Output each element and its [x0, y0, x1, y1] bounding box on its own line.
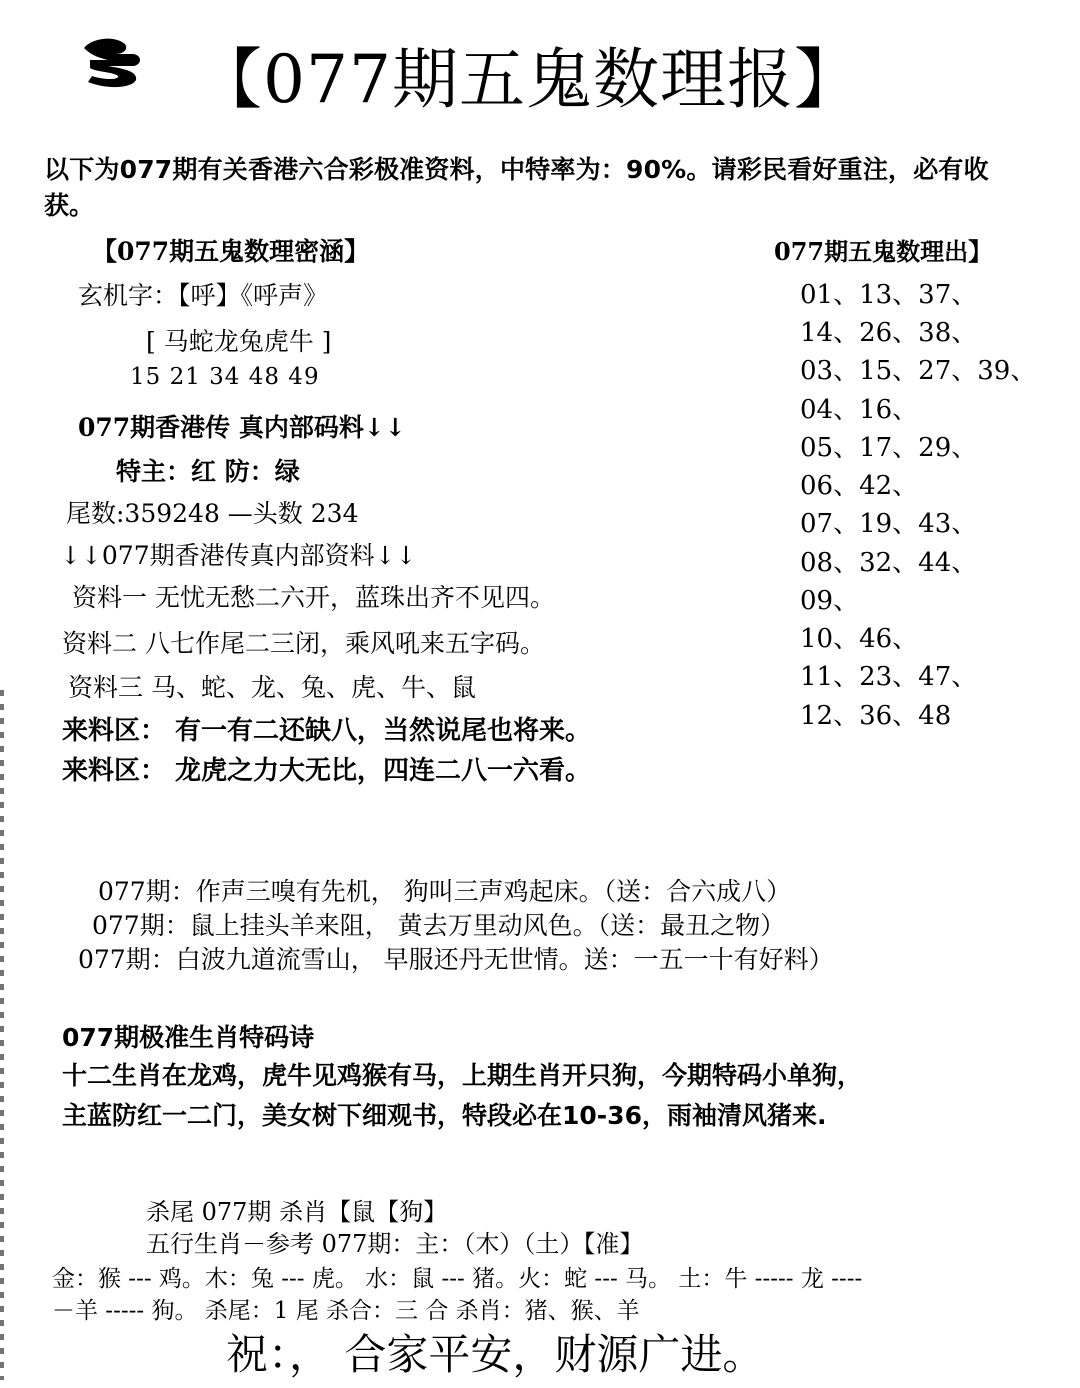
zodiac-bracket: [ 马蛇龙兔虎牛 ]: [146, 327, 332, 356]
zodiac-numbers: 15 21 34 48 49: [130, 364, 320, 390]
number-row: 08、32、44、: [800, 548, 978, 578]
wuxing-line: 五行生肖－参考 077期：主：（木）（土）【准】: [146, 1230, 644, 1258]
number-row: 11、23、47、: [800, 662, 978, 692]
number-row: 07、19、43、: [800, 509, 978, 539]
shengxiao-line-2: 主蓝防红一二门，美女树下细观书，特段必在10-36，雨袖清风猪来.: [62, 1101, 827, 1130]
inner-title: ↓↓077期香港传真内部资料↓↓: [60, 541, 417, 570]
xuanji-line: 玄机字：【呼】《呼声》: [78, 281, 329, 310]
number-row: 03、15、27、39、: [800, 356, 1037, 386]
number-row: 05、17、29、: [800, 433, 978, 463]
page-title: 【077期五鬼数理报】: [196, 41, 861, 118]
left-edge-mark: [0, 690, 4, 1380]
number-row: 04、16、: [800, 395, 919, 425]
area-line-2: 来料区： 龙虎之力大无比，四连二八一六看。: [62, 756, 592, 786]
poem-line-3: 077期：白波九道流雪山， 早服还丹无世情。送：一五一十有好料）: [78, 945, 834, 974]
elements-line-2: －羊 ----- 狗。 杀尾：1 尾 杀合：三 合 杀肖：猪、猴、羊: [52, 1298, 640, 1324]
intro-line-2: 获。: [44, 191, 95, 220]
poem-line-2: 077期：鼠上挂头羊来阻， 黄去万里动风色。（送：最丑之物）: [92, 911, 786, 940]
number-row: 09、: [800, 586, 860, 616]
logo-icon: [78, 34, 144, 90]
section-title: 【077期五鬼数理密涵】: [92, 237, 370, 266]
number-row: 12、36、48: [800, 701, 952, 731]
shengxiao-line-1: 十二生肖在龙鸡，虎牛见鸡猴有马，上期生肖开只狗，今期特码小单狗，: [62, 1061, 863, 1090]
hk-title: 077期香港传 真内部码料↓↓: [78, 413, 406, 442]
right-title: 077期五鬼数理出】: [774, 237, 993, 266]
number-row: 14、26、38、: [800, 318, 978, 348]
number-row: 01、13、37、: [800, 280, 978, 310]
intro-line-1: 以下为077期有关香港六合彩极准资料，中特率为：90%。请彩民看好重注，必有收: [44, 155, 989, 184]
area-line-1: 来料区： 有一有二还缺八，当然说尾也将来。: [62, 716, 592, 746]
wei-shu-line: 尾数:359248 —头数 234: [66, 499, 359, 528]
blessing-line: 祝：， 合家平安，财源广进。: [226, 1330, 765, 1379]
elements-line-1: 金：猴 --- 鸡。木：兔 --- 虎。 水：鼠 --- 猪。火：蛇 --- 马。 土：牛 ----- 龙 ----: [52, 1266, 863, 1292]
number-row: 06、42、: [800, 471, 919, 501]
te-zhu-line: 特主：红 防：绿: [116, 457, 300, 486]
data-line-3: 资料三 马、蛇、龙、兔、虎、牛、鼠: [68, 673, 476, 702]
number-row: 10、46、: [800, 624, 919, 654]
data-line-1: 资料一 无忧无愁二六开，蓝珠出齐不见四。: [72, 583, 555, 612]
data-line-2: 资料二 八七作尾二三闭，乘风吼来五字码。: [62, 629, 545, 658]
shengxiao-title: 077期极准生肖特码诗: [62, 1023, 315, 1052]
kill-line: 杀尾 077期 杀肖【鼠【狗】: [146, 1198, 448, 1226]
poem-line-1: 077期：作声三嗅有先机， 狗叫三声鸡起床。（送：合六成八）: [98, 877, 792, 906]
